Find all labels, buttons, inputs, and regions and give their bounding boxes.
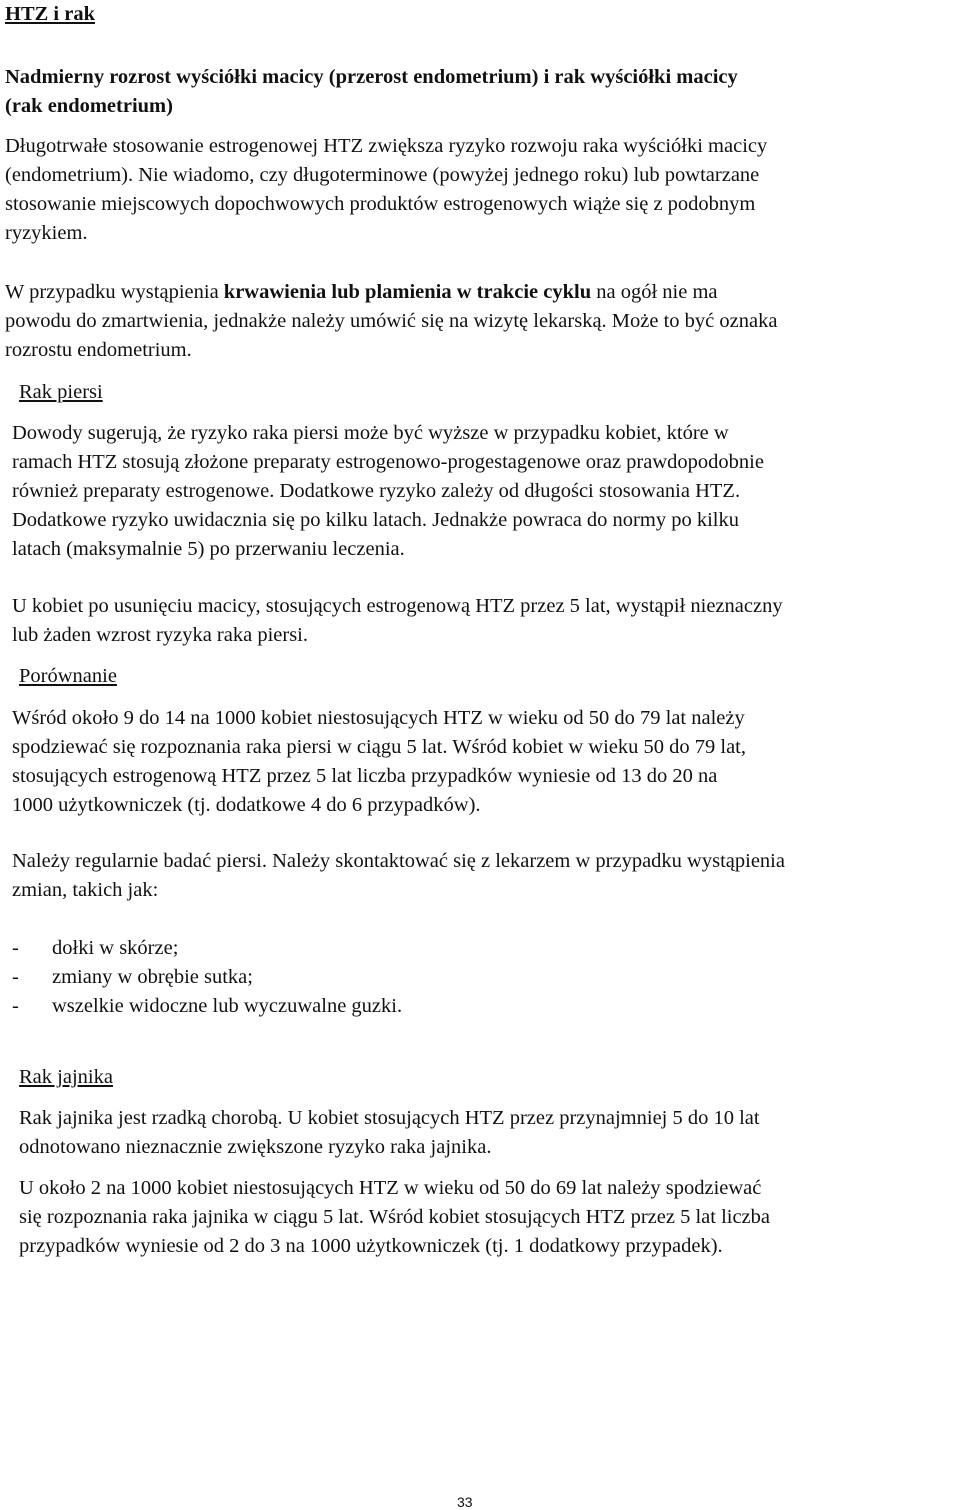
text-line: U kobiet po usunięciu macicy, stosujących estrogenową HTZ przez 5 lat, wystąpił nieznaczny — [12, 595, 783, 617]
list-bullet: - — [12, 966, 19, 988]
symptom-list — [12, 934, 402, 1021]
text-line: stosujących estrogenową HTZ przez 5 lat liczba przypadków wyniesie od 13 do 20 na — [12, 765, 718, 787]
text-line: Należy regularnie badać piersi. Należy skontaktować się z lekarzem w przypadku wystąpienia — [12, 850, 785, 872]
list-bullet: - — [12, 937, 19, 959]
text-line: powodu do zmartwienia, jednakże należy umówić się na wizytę lekarską. Może to być oznaka — [5, 310, 778, 332]
list-item — [12, 992, 402, 1021]
breast-paragraph-3 — [12, 704, 746, 820]
page-number: 33 — [457, 1494, 473, 1510]
ovarian-paragraph-1 — [19, 1104, 760, 1162]
text-line: również preparaty estrogenowe. Dodatkowe ryzyko zależy od długości stosowania HTZ. — [12, 480, 741, 502]
text-line: (endometrium). Nie wiadomo, czy długoterminowe (powyżej jednego roku) lub powtarzane — [5, 164, 760, 186]
text-line: latach (maksymalnie 5) po przerwaniu leczenia. — [12, 538, 405, 560]
text-line: 1000 użytkowniczek (tj. dodatkowe 4 do 6 przypadków). — [12, 794, 481, 816]
breast-paragraph-4 — [12, 847, 785, 905]
text-line: zmian, takich jak: — [12, 879, 159, 901]
list-item-text: dołki w skórze; — [52, 937, 179, 959]
list-bullet: - — [12, 995, 19, 1017]
page-title: HTZ i rak — [5, 3, 95, 25]
breast-paragraph-2 — [12, 592, 783, 650]
text-line: lub żaden wzrost ryzyka raka piersi. — [12, 624, 308, 646]
endometrium-paragraph-2 — [5, 278, 777, 365]
breast-paragraph-1 — [12, 419, 764, 564]
list-item — [12, 934, 402, 963]
bold-warning-text: krwawienia lub plamienia w trakcie cyklu — [223, 281, 592, 303]
text-line — [5, 278, 777, 307]
text-line: rozrostu endometrium. — [5, 339, 192, 361]
section-heading-endometrium — [5, 63, 738, 121]
text-line: U około 2 na 1000 kobiet niestosujących HTZ w wieku od 50 do 69 lat należy spodziewać — [19, 1177, 762, 1199]
text-line: się rozpoznania raka jajnika w ciągu 5 lat. Wśród kobiet stosujących HTZ przez 5 lat liczba — [19, 1206, 771, 1228]
list-item-text: zmiany w obrębie sutka; — [52, 966, 253, 988]
text-run: na ogół nie ma — [591, 281, 718, 303]
text-line: Dowody sugerują, że ryzyko raka piersi może być wyższe w przypadku kobiet, które w — [12, 422, 729, 444]
text-run: W przypadku wystąpienia — [5, 281, 224, 303]
list-item — [12, 963, 402, 992]
endometrium-paragraph-1 — [5, 132, 767, 248]
subheading-comparison: Porównanie — [19, 665, 117, 687]
text-line: odnotowano nieznacznie zwiększone ryzyko raka jajnika. — [19, 1136, 492, 1158]
text-line: stosowanie miejscowych dopochwowych produktów estrogenowych wiąże się z podobnym — [5, 193, 756, 215]
text-line: Rak jajnika jest rzadką chorobą. U kobiet stosujących HTZ przez przynajmniej 5 do 10 lat — [19, 1107, 760, 1129]
ovarian-paragraph-2 — [19, 1174, 770, 1261]
text-line: ramach HTZ stosują złożone preparaty estrogenowo-progestagenowe oraz prawdopodobnie — [12, 451, 764, 473]
text-line: Dodatkowe ryzyko uwidacznia się po kilku latach. Jednakże powraca do normy po kilku — [12, 509, 739, 531]
list-item-text: wszelkie widoczne lub wyczuwalne guzki. — [52, 995, 403, 1017]
text-line: ryzykiem. — [5, 222, 88, 244]
text-line: przypadków wyniesie od 2 do 3 na 1000 użytkowniczek (tj. 1 dodatkowy przypadek). — [19, 1235, 723, 1257]
text-line: spodziewać się rozpoznania raka piersi w ciągu 5 lat. Wśród kobiet w wieku 50 do 79 lat, — [12, 736, 746, 758]
section-heading-breast: Rak piersi — [19, 381, 103, 403]
heading-line: Nadmierny rozrost wyściółki macicy (przerost endometrium) i rak wyściółki macicy — [5, 66, 738, 88]
heading-line: (rak endometrium) — [5, 95, 173, 117]
text-line: Wśród około 9 do 14 na 1000 kobiet niestosujących HTZ w wieku od 50 do 79 lat należy — [12, 707, 745, 729]
section-heading-ovarian: Rak jajnika — [19, 1066, 113, 1088]
text-line: Długotrwałe stosowanie estrogenowej HTZ zwiększa ryzyko rozwoju raka wyściółki macicy — [5, 135, 768, 157]
